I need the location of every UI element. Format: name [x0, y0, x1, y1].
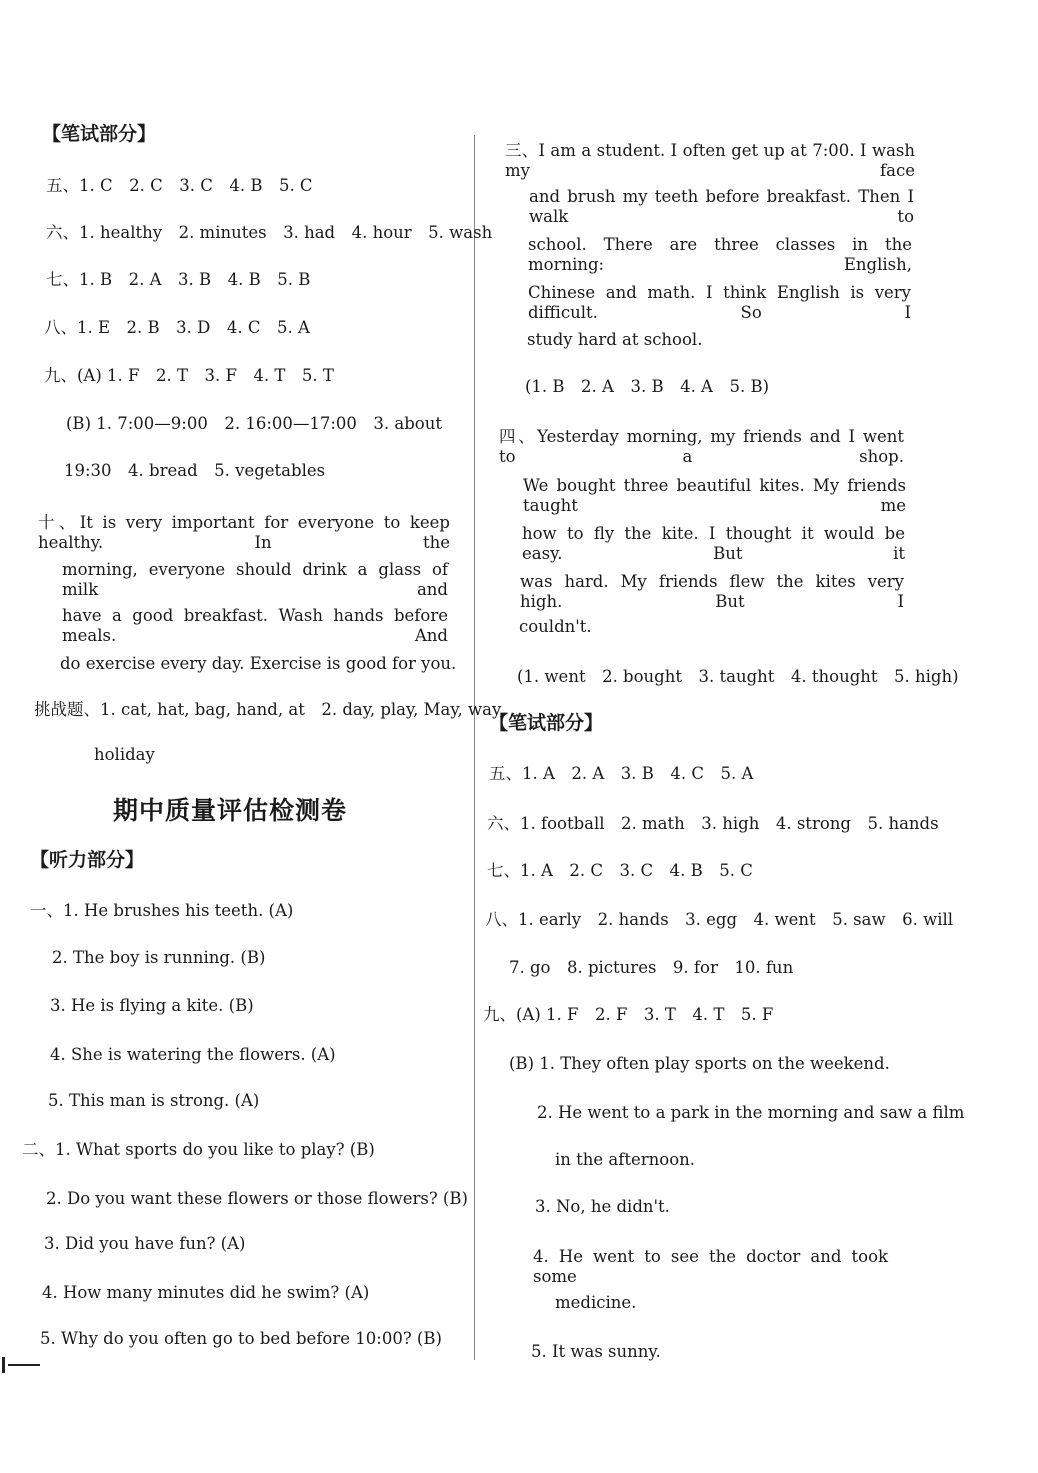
answer-line: 5. This man is strong. (A): [48, 1091, 260, 1110]
passage-line: how to fly the kite. I thought it would be easy. But it: [522, 524, 905, 563]
column-divider: [474, 135, 475, 1360]
section-heading-written: 【笔试部分】: [489, 712, 604, 734]
answer-line: 六、1. football 2. math 3. high 4. strong 5. hands: [487, 814, 939, 833]
section-heading-listening: 【听力部分】: [30, 849, 145, 871]
answer-line: holiday: [94, 745, 155, 764]
answer-line: 3. No, he didn't.: [535, 1197, 670, 1216]
answer-line: 4. How many minutes did he swim? (A): [42, 1283, 370, 1302]
answer-line: 一、1. He brushes his teeth. (A): [30, 901, 294, 920]
answer-line: in the afternoon.: [555, 1150, 696, 1169]
answer-line: 五、1. C 2. C 3. C 4. B 5. C: [46, 176, 313, 195]
answer-line: (B) 1. 7:00—9:00 2. 16:00—17:00 3. about: [66, 414, 443, 433]
answer-line: 六、1. healthy 2. minutes 3. had 4. hour 5. wash: [46, 223, 493, 242]
passage-line: was hard. My friends flew the kites very high. But I: [520, 572, 904, 611]
answer-line: 七、1. B 2. A 3. B 4. B 5. B: [46, 270, 311, 289]
answer-line: 19:30 4. bread 5. vegetables: [64, 461, 326, 480]
answer-line: 2. Do you want these flowers or those flowers? (B): [46, 1189, 468, 1208]
answer-line: (1. B 2. A 3. B 4. A 5. B): [525, 377, 770, 396]
corner-mark-bar: [2, 1357, 5, 1373]
answer-line: 八、1. E 2. B 3. D 4. C 5. A: [44, 318, 310, 337]
passage-line: 三、I am a student. I often get up at 7:00. I wash my face: [505, 141, 915, 180]
passage-line: have a good breakfast. Wash hands before meals. And: [62, 606, 448, 645]
passage-line: couldn't.: [519, 617, 592, 636]
answer-line: 2. The boy is running. (B): [52, 948, 266, 967]
passage-line: We bought three beautiful kites. My friends taught me: [523, 476, 906, 515]
passage-line: 十、It is very important for everyone to keep healthy. In the: [38, 513, 450, 552]
answer-line: 3. He is flying a kite. (B): [50, 996, 254, 1015]
answer-line: 九、(A) 1. F 2. F 3. T 4. T 5. F: [483, 1005, 774, 1024]
passage-line: school. There are three classes in the morning: English,: [528, 235, 912, 274]
answer-line: 5. It was sunny.: [531, 1342, 661, 1361]
answer-line: 7. go 8. pictures 9. for 10. fun: [509, 958, 794, 977]
answer-line: (1. went 2. bought 3. taught 4. thought 5. high): [517, 667, 959, 686]
answer-line: 5. Why do you often go to bed before 10:00? (B): [40, 1329, 442, 1348]
passage-line: 四、Yesterday morning, my friends and I went to a shop.: [499, 427, 904, 466]
passage-line: study hard at school.: [527, 330, 703, 349]
answer-line: 七、1. A 2. C 3. C 4. B 5. C: [487, 861, 753, 880]
answer-line: 2. He went to a park in the morning and saw a film: [537, 1103, 965, 1122]
exam-title: 期中质量评估检测卷: [113, 796, 348, 825]
answer-line: medicine.: [555, 1293, 637, 1312]
passage-line: morning, everyone should drink a glass of milk and: [62, 560, 448, 599]
answer-line: 九、(A) 1. F 2. T 3. F 4. T 5. T: [44, 366, 334, 385]
passage-line: and brush my teeth before breakfast. Then I walk to: [529, 187, 914, 226]
answer-line: 3. Did you have fun? (A): [44, 1234, 246, 1253]
passage-line: do exercise every day. Exercise is good for you.: [60, 654, 457, 673]
answer-line: 4. He went to see the doctor and took some: [533, 1247, 888, 1286]
answer-line: (B) 1. They often play sports on the weekend.: [509, 1054, 890, 1073]
corner-mark-line: [8, 1360, 40, 1366]
answer-line: 五、1. A 2. A 3. B 4. C 5. A: [489, 764, 754, 783]
answer-line: 八、1. early 2. hands 3. egg 4. went 5. saw 6. will: [485, 910, 954, 929]
answer-line: 二、1. What sports do you like to play? (B): [22, 1140, 375, 1159]
answer-line: 4. She is watering the flowers. (A): [50, 1045, 336, 1064]
answer-line: 挑战题、1. cat, hat, bag, hand, at 2. day, play, May, way,: [34, 700, 505, 719]
passage-line: Chinese and math. I think English is very difficult. So I: [528, 283, 911, 322]
section-heading-written: 【笔试部分】: [42, 123, 157, 145]
